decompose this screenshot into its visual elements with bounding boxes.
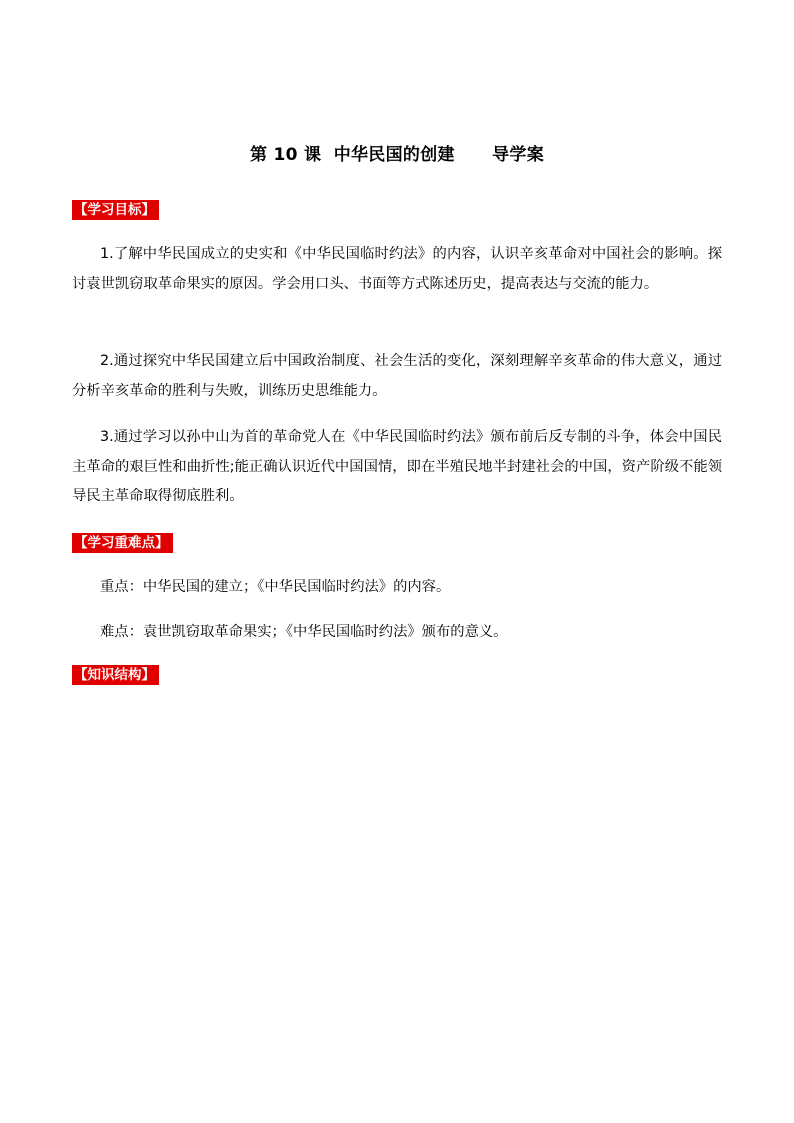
page-title: 第 10 课 中华民国的创建 导学案: [249, 145, 545, 165]
section-heading-objectives: 【学习目标】: [72, 200, 159, 220]
difficult-point-text: 难点：袁世凯窃取革命果实；《中华民国临时约法》颁布的意义。: [100, 624, 508, 640]
key-point-text: 重点：中华民国的建立；《中华民国临时约法》的内容。: [100, 579, 451, 595]
objective-item-2: 2.通过探究中华民国建立后中国政治制度、社会生活的变化，深刻理解辛亥革命的伟大意义，通过分析辛亥革命的胜利与失败，训练历史思维能力。: [72, 353, 722, 399]
objective-item-1: 1.了解中华民国成立的史实和《中华民国临时约法》的内容，认识辛亥革命对中国社会的影响。探讨袁世凯窃取革命果实的原因。学会用口头、书面等方式陈述历史，提高表达与交流的能力。: [72, 246, 722, 292]
section-heading-key-points: 【学习重难点】: [72, 533, 173, 553]
objective-item-3: 3.通过学习以孙中山为首的革命党人在《中华民国临时约法》颁布前后反专制的斗争，体会中国民主革命的艰巨性和曲折性;能正确认识近代中国国情，即在半殖民地半封建社会的中国，资产阶级不能领导民主革命取得彻底胜利。: [72, 429, 722, 504]
section-heading-structure: 【知识结构】: [72, 665, 159, 685]
